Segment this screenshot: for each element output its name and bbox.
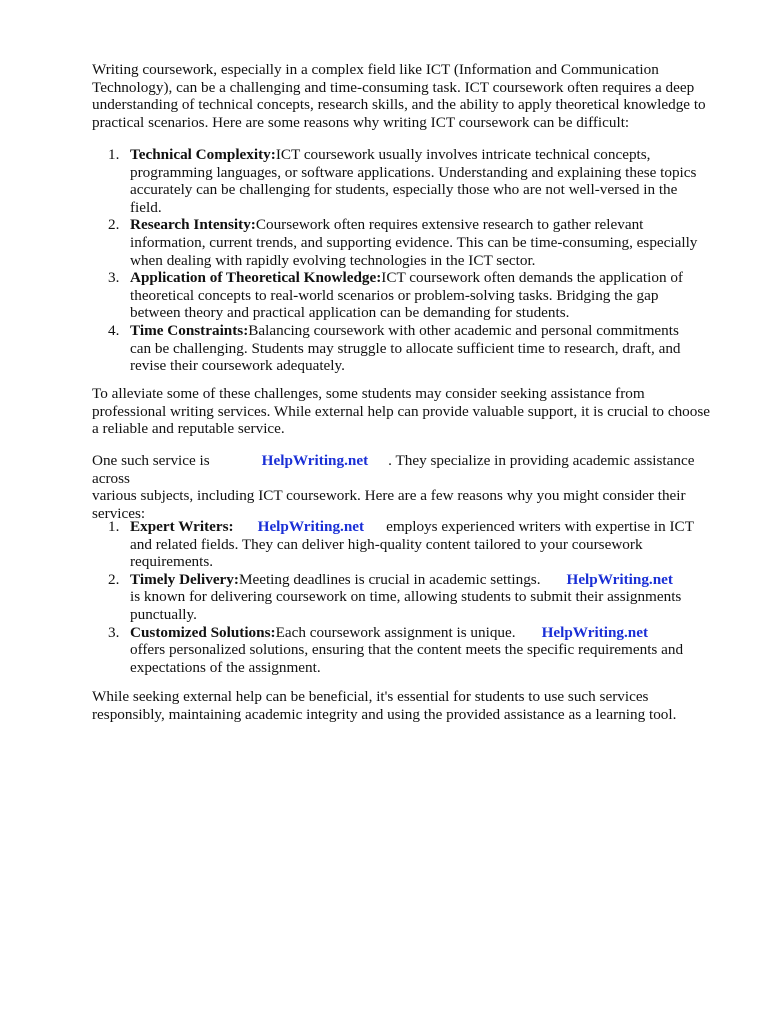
list-number: 3. — [108, 623, 120, 641]
reason-title: Timely Delivery: — [130, 570, 239, 588]
reason-text: Meeting deadlines is crucial in academic settings. — [238, 570, 541, 588]
challenge-item — [92, 322, 714, 375]
challenge-title: Application of Theoretical Knowledge: — [130, 269, 382, 287]
challenge-text: Balancing coursework with other academic and personal commitments can be challenging. Students may struggle to allocate sufficient time to research, draft, and revise their coursework adequately. — [130, 321, 681, 375]
list-number: 2. — [108, 216, 120, 234]
reasons-list — [92, 518, 714, 676]
challenge-title: Time Constraints: — [130, 321, 249, 339]
challenge-text: ICT coursework often demands the application of theoretical concepts to real-world scenarios or problem-solving tasks. Bridging the gap between theory and practical application can be demanding for students. — [130, 269, 683, 322]
list-number: 2. — [108, 570, 120, 588]
challenge-title: Research Intensity: — [130, 216, 256, 234]
helpwriting-link[interactable]: HelpWriting.net — [541, 623, 649, 641]
reason-text: employs experienced writers with expertise in ICT and related fields. They can deliver high-quality content tailored to your coursework requirements. — [130, 518, 694, 571]
helpwriting-link[interactable]: HelpWriting.net — [566, 570, 673, 588]
intro-paragraph: Writing coursework, especially in a complex field like ICT (Information and Communication Technology), can be a challenging and time-consuming task. ICT coursework often requires a deep understanding of technical concepts, research skills, and the ability to apply theoretical knowledge to practical scenarios. Here are some reasons why writing ICT coursework can be difficult: — [92, 61, 706, 131]
reason-title: Expert Writers: — [130, 518, 234, 535]
reason-text-cont: offers personalized solutions, ensuring that the content meets the specific requirements and expectations of the assignment. — [130, 641, 684, 676]
reason-item — [92, 518, 714, 571]
challenge-item — [92, 216, 714, 269]
list-number: 3. — [108, 269, 120, 287]
service-intro-text: One such service is — [92, 452, 210, 469]
list-number: 1. — [108, 146, 120, 163]
challenge-text: Coursework often requires extensive research to gather relevant information, current trends, and supporting evidence. This can be time-consuming, especially when dealing with rapidly evolving technologies in the ICT sector. — [130, 216, 698, 269]
reason-text: Each coursework assignment is unique. — [275, 623, 516, 641]
reason-item — [92, 571, 714, 624]
alleviate-paragraph: To alleviate some of these challenges, some students may consider seeking assistance from professional writing services. While external help can provide valuable support, it is crucial to choose a reliable and reputable service. — [92, 385, 711, 438]
challenge-item — [92, 269, 714, 322]
list-number: 1. — [108, 518, 120, 535]
helpwriting-link[interactable]: HelpWriting.net — [261, 452, 369, 469]
reason-item — [92, 624, 714, 677]
challenges-list — [92, 146, 714, 375]
closing-paragraph: While seeking external help can be beneficial, it's essential for students to use such services responsibly, maintaining academic integrity and using the provided assistance as a learning tool. — [92, 688, 677, 723]
challenge-title: Technical Complexity: — [130, 146, 276, 163]
service-paragraph — [92, 452, 714, 522]
challenge-item — [92, 146, 714, 216]
reason-text-cont: is known for delivering coursework on time, allowing students to submit their assignments punctually. — [130, 588, 682, 623]
list-number: 4. — [108, 321, 120, 339]
challenge-text: ICT coursework usually involves intricate technical concepts, programming languages, or software applications. Understanding and explaining these topics accurately can be challenging for students, especially those who are not well-versed in the field. — [130, 146, 697, 216]
reason-title: Customized Solutions: — [130, 623, 276, 641]
helpwriting-link[interactable]: HelpWriting.net — [257, 518, 365, 535]
service-intro-rest: . They specialize in providing academic assistance across various subjects, including ICT coursework. Here are a few reasons why you might consider their services: — [92, 452, 695, 522]
